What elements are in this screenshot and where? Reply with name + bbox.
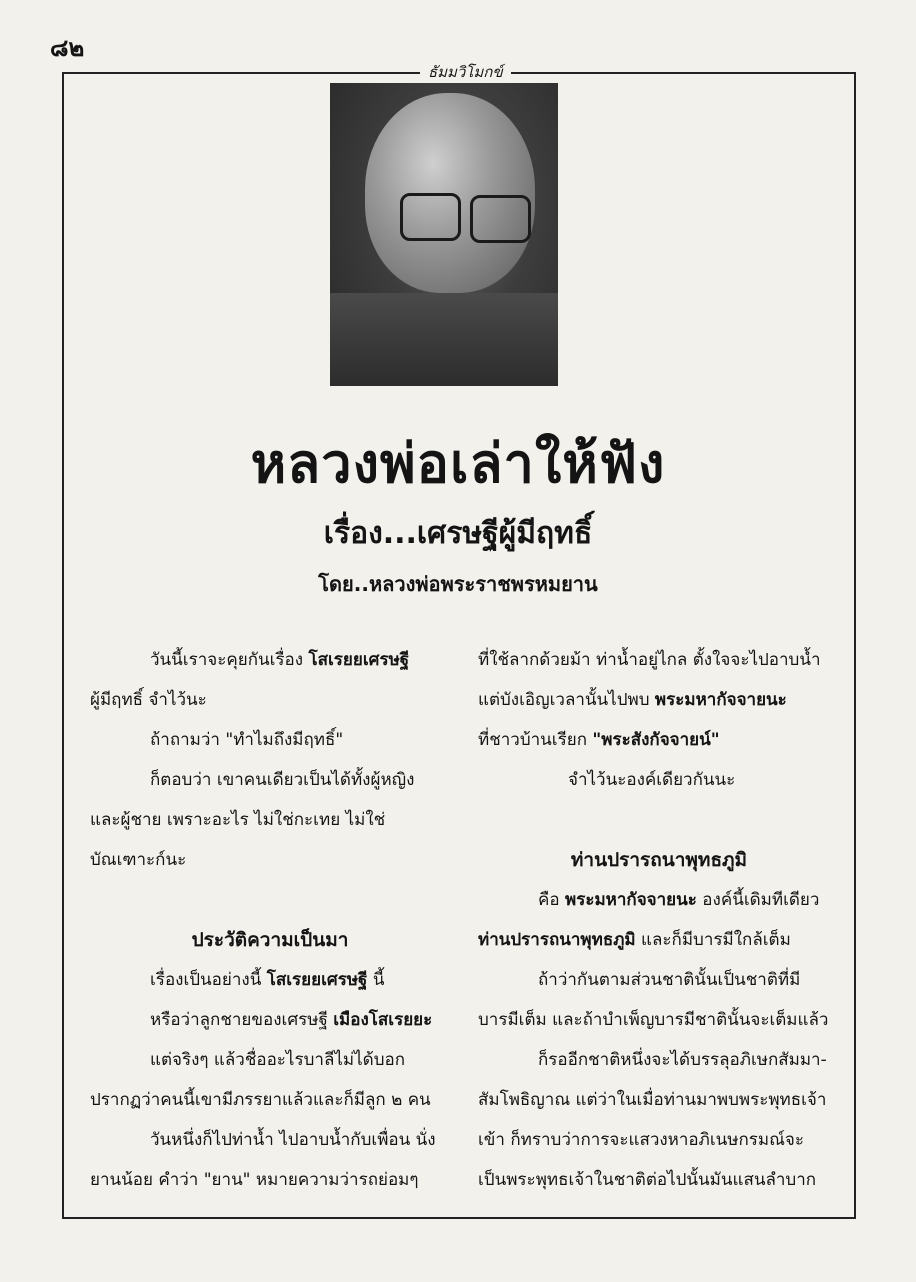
paragraph-line: ที่ชาวบ้านเรียก "พระสังกัจจายน์"	[478, 730, 720, 750]
photo-robe	[330, 293, 558, 386]
paragraph-line: วันหนึ่งก็ไปท่าน้ำ ไปอาบน้ำกับเพื่อน นั่ง	[150, 1130, 436, 1150]
paragraph-line: ถ้าถามว่า "ทำไมถึงมีฤทธิ์"	[150, 730, 344, 750]
article-subtitle: เรื่อง...เศรษฐีผู้มีฤทธิ์	[323, 516, 593, 551]
section-heading: ประวัติความเป็นมา	[191, 929, 349, 951]
paragraph-line: ปรากฏว่าคนนี้เขามีภรรยาแล้วและก็มีลูก ๒ คน	[90, 1090, 431, 1110]
paragraph-line: เรื่องเป็นอย่างนี้ โสเรยยเศรษฐี นี้	[150, 970, 385, 990]
paragraph-line: จำไว้นะองค์เดียวกันนะ	[568, 770, 736, 790]
article-author: โดย..หลวงพ่อพระราชพรหมยาน	[318, 572, 598, 596]
right-column	[478, 640, 840, 1200]
magazine-header: ธัมมวิโมกข์	[420, 60, 511, 84]
paragraph-line: ยานน้อย คำว่า "ยาน" หมายความว่ารถย่อมๆ	[90, 1170, 419, 1190]
photo-glasses-right	[470, 195, 531, 243]
left-column	[90, 640, 450, 1200]
monk-photo	[330, 83, 558, 386]
photo-glasses-left	[400, 193, 461, 241]
article-title: หลวงพ่อเล่าให้ฟัง	[250, 432, 666, 495]
paragraph-line: ถ้าว่ากันตามส่วนชาตินั้นเป็นชาติที่มี	[538, 970, 801, 990]
paragraph-line: แต่บังเอิญเวลานั้นไปพบ พระมหากัจจายนะ	[478, 690, 787, 710]
paragraph-line: แต่จริงๆ แล้วชื่ออะไรบาลีไม่ได้บอก	[150, 1050, 406, 1070]
paragraph-line: บารมีเต็ม และถ้าบำเพ็ญบารมีชาตินั้นจะเต็มแล้ว	[478, 1010, 829, 1030]
paragraph-line: หรือว่าลูกชายของเศรษฐี เมืองโสเรยยะ	[150, 1010, 433, 1030]
paragraph-line: คือ พระมหากัจจายนะ องค์นี้เดิมทีเดียว	[538, 890, 820, 910]
paragraph-line: ก็ตอบว่า เขาคนเดียวเป็นได้ทั้งผู้หญิง	[150, 770, 415, 790]
paragraph-line: บัณเฑาะก์นะ	[90, 850, 187, 870]
paragraph-line: เป็นพระพุทธเจ้าในชาติต่อไปนั้นมันแสนลำบาก	[478, 1170, 817, 1190]
paragraph-line: ที่ใช้ลากด้วยม้า ท่าน้ำอยู่ไกล ตั้งใจจะไปอาบน้ำ	[478, 650, 821, 670]
section-heading: ท่านปรารถนาพุทธภูมิ	[570, 849, 748, 871]
paragraph-line: และผู้ชาย เพราะอะไร ไม่ใช่กะเทย ไม่ใช่	[90, 810, 386, 830]
paragraph-line: ผู้มีฤทธิ์ จำไว้นะ	[90, 690, 207, 710]
paragraph-line: ท่านปรารถนาพุทธภูมิ และก็มีบารมีใกล้เต็ม	[478, 930, 791, 950]
paragraph-line: วันนี้เราจะคุยกันเรื่อง โสเรยยเศรษฐี	[150, 650, 410, 670]
paragraph-line: ก็รออีกชาติหนึ่งจะได้บรรลุอภิเษกสัมมา-	[538, 1050, 827, 1070]
page-number: ๘๒	[50, 33, 85, 62]
paragraph-line: เข้า ก็ทราบว่าการจะแสวงหาอภิเนษกรมณ์จะ	[478, 1130, 804, 1150]
paragraph-line: สัมโพธิญาณ แต่ว่าในเมื่อท่านมาพบพระพุทธเจ้า	[478, 1090, 827, 1110]
